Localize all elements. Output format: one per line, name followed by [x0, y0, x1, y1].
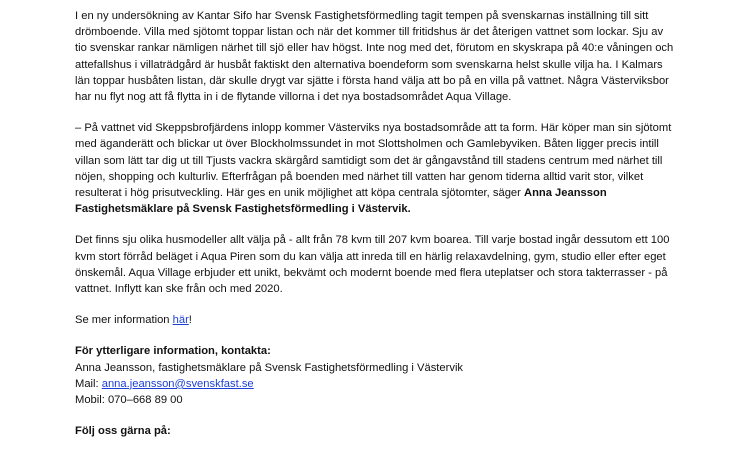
more-info-prefix: Se mer information	[75, 314, 173, 327]
document-body	[75, 8, 675, 454]
housing-paragraph: Det finns sju olika husmodeller allt välja på - allt från 78 kvm till 207 kvm boarea. Till varje bostad ingår dessutom ett 100 kvm stort förråd beläget i Aqua Piren som du kan välja att inreda till en härlig relaxavdelning, gym, studio eller efter eget önskemål. Aqua Village erbjuder ett unikt, bekvämt och modernt boende med flera uteplatser och stora takterrasser - på vattnet. Inflytt kan ske från och med 2020.	[75, 234, 670, 296]
more-info-line	[75, 312, 675, 328]
quote-attribution: Anna Jeansson Fastighetsmäklare på Svensk Fastighetsförmedling i Västervik.	[75, 187, 607, 216]
contact-mail-label: Mail:	[75, 377, 102, 390]
contact-mail-link[interactable]: anna.jeansson@svenskfast.se	[101, 377, 254, 390]
contact-name: Anna Jeansson, fastighetsmäklare på Svensk Fastighetsförmedling i Västervik	[75, 361, 464, 374]
more-info-suffix: !	[188, 314, 192, 327]
quote-text: – På vattnet vid Skeppsbrofjärdens inlopp kommer Västerviks nya bostadsområde att ta form. Här köper man sin sjötomt med äganderätt och blickar ut över Blockholmssundet in mot Slottsholmen och Gamlebyviken. Båten ligger precis intill villan som lätt tar dig ut till Tjusts vackra skärgård samtidigt som det är gångavstånd till stadens centrum med närhet till nöjen, shopping och kulturliv. Efterfrågan på boenden med närhet till vatten har genom tiderna alltid varit stor, vilket resulterat i hög prisutveckling. Här ges en unik möjlighet att köpa centrala sjötomter, säger	[75, 122, 672, 200]
contact-heading: För ytterligare information, kontakta:	[75, 345, 271, 358]
quote-paragraph	[75, 120, 675, 217]
contact-block	[75, 343, 675, 408]
follow-heading: Följ oss gärna på:	[75, 425, 171, 438]
contact-mail-line	[75, 376, 675, 392]
intro-paragraph: I en ny undersökning av Kantar Sifo har Svensk Fastighetsförmedling tagit tempen på svenskarnas inställning till sitt drömboende. Villa med sjötomt toppar listan och när det kommer till fritidshus är det återigen vattnet som lockar. Sju av tio svenskar rankar nämligen närhet till sjö eller hav högst. Inte nog med det, förutom en skyskrapa på 40:e våningen och attefallshus i villaträdgård är husbåt faktiskt den alternativa boendeform som svenskarna helst skulle vilja ha. I Kalmars län toppar husbåten listan, där skulle drygt var sjätte i första hand välja att bo på en villa på vattnet. Några Västerviksbor har nu flyt nog att få flytta in i de flytande villorna i det nya bostadsområdet Aqua Village.	[75, 10, 674, 104]
contact-mobile: Mobil: 070–668 89 00	[75, 394, 183, 407]
follow-block	[75, 423, 675, 439]
more-info-link[interactable]: här	[172, 314, 189, 327]
